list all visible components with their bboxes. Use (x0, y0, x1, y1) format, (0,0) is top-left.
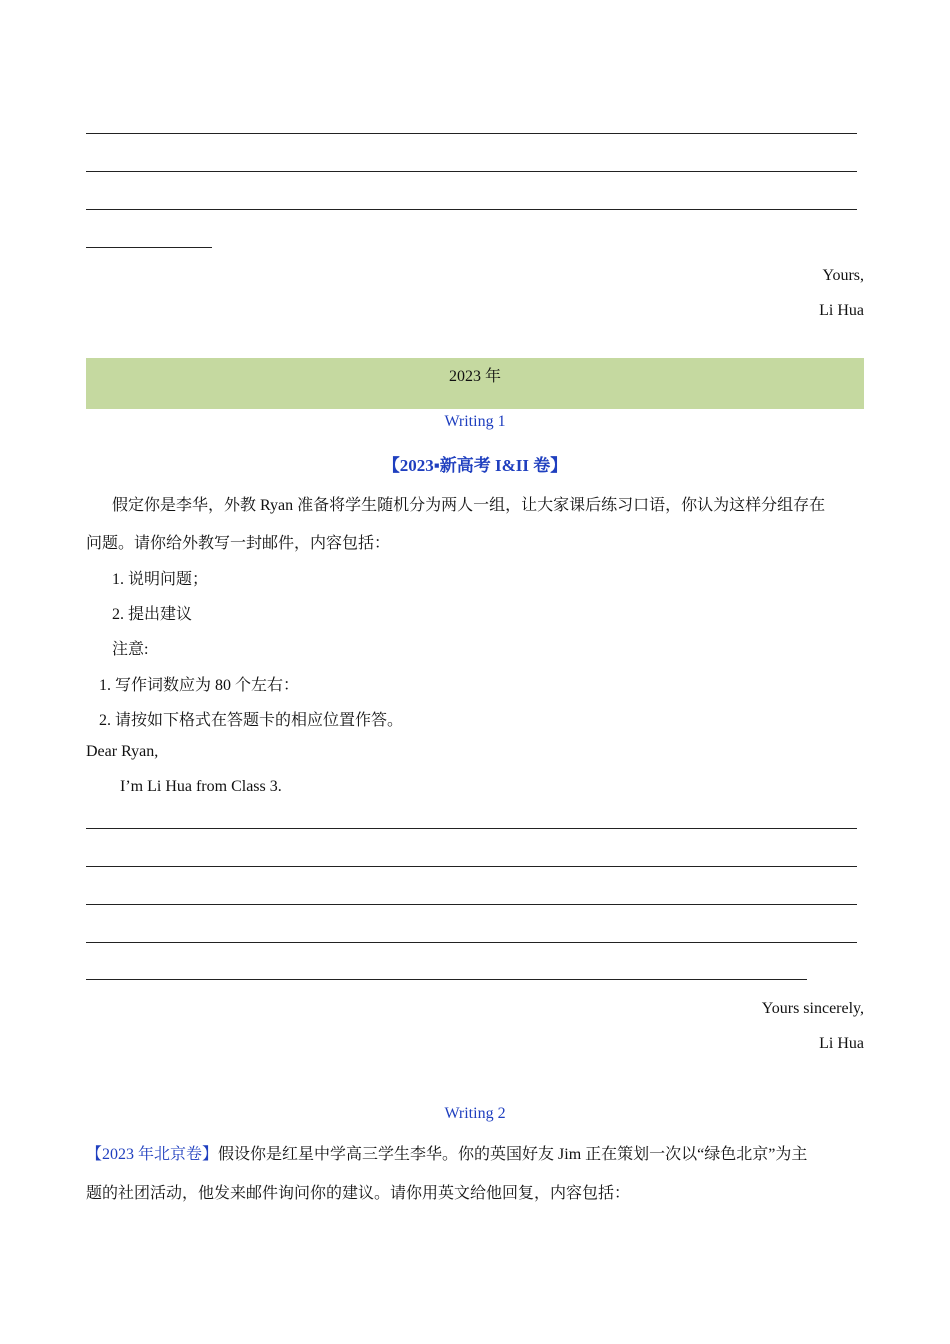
writing1-prompt-line2: 问题。请你给外教写一封邮件，内容包括： (86, 535, 391, 552)
writing1-prompt-line1: 假定你是李华，外教 Ryan 准备将学生随机分为两人一组，让大家课后练习口语，你认为这样分组存在 (112, 497, 826, 514)
writing1-note-1: 1. 写作词数应为 80 个左右： (99, 677, 300, 694)
year-banner-label: 2023 年 (448, 368, 501, 385)
writing2-source: 【2023 年北京卷】 (86, 1146, 219, 1163)
writing2-heading: Writing 2 (444, 1105, 506, 1122)
writing1-point-2: 2. 提出建议 (112, 606, 193, 623)
signature: Li Hua (819, 302, 864, 319)
answer-line (86, 904, 857, 905)
writing1-point-1: 1. 说明问题； (112, 571, 209, 588)
answer-line (86, 828, 857, 829)
closing-yours: Yours, (822, 267, 864, 284)
writing2-prompt-line1 (86, 1141, 864, 1164)
writing2-prompt-line2: 题的社团活动，他发来邮件询问你的建议。请你用英文给他回复，内容包括： (86, 1185, 631, 1202)
writing1-heading: Writing 1 (444, 413, 506, 430)
writing1-closing: Yours sincerely, (761, 1000, 864, 1017)
answer-line-short (86, 979, 807, 980)
answer-line (86, 866, 857, 867)
writing2-prompt-text: 假设你是红星中学高三学生李华。你的英国好友 Jim 正在策划一次以“绿色北京”为主 (218, 1146, 808, 1163)
writing1-source: 【2023▪新高考 I&II 卷】 (382, 456, 568, 475)
writing1-salutation: Dear Ryan, (86, 743, 159, 760)
writing1-opening: I’m Li Hua from Class 3. (120, 778, 282, 795)
answer-line (86, 209, 857, 210)
writing1-notes-label: 注意: (112, 641, 149, 658)
writing1-note-2: 2. 请按如下格式在答题卡的相应位置作答。 (99, 712, 404, 729)
year-banner (86, 358, 864, 409)
answer-line (86, 942, 857, 943)
writing1-signature: Li Hua (819, 1035, 864, 1052)
answer-line-short (86, 247, 212, 248)
answer-line (86, 171, 857, 172)
answer-line (86, 133, 857, 134)
